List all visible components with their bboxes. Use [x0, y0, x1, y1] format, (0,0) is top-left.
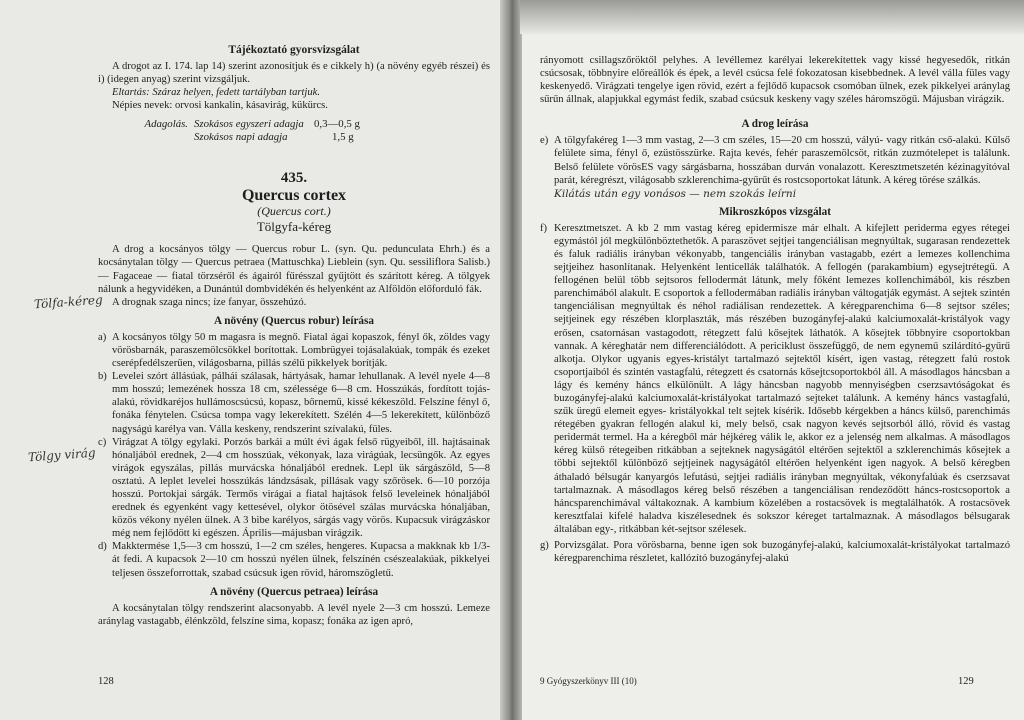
drug-description-heading: A drog leírása [741, 118, 809, 131]
monograph-number: 435. [280, 170, 308, 187]
plant-description-heading: A növény (Quercus robur) leírása [214, 314, 374, 327]
monograph-hungarian-name: Tölgyfa-kéreg [256, 219, 332, 235]
description-item-a: a) A kocsányos tölgy 50 m magasra is megnő. Fiatal ágai kopaszok, fényl ők, zöldes vagy vörösbarnák, paraszemölcsökkel borítottak. Lombrügyei tojásalakúak, tompák és ezeket cserépfedélszerűen, világosbarna, pillás szélű pikkelyek borítják. [98, 331, 490, 370]
continued-paragraph: rányomott csillagszőröktől pelyhes. A levéllemez karélyai lekerekítettek vagy kissé hegyesedők, ritkán csúcsosak, többnyire előreállók és épek, a levél csúcsa felé fokozatosan kisebbednek. A levél válla füles vagy keskenyedő. Virágzati tengelye igen rövid, ezért a fejlődő kupacsok csomóban ülnek, ezek pikkelyei aránylag sűrűn állnak, alapjukkal egymást fedik, szabad csúcsuk keskeny vagy széles háromszögű. Májusban virágzik. [540, 55, 1010, 106]
page-number-right: 129 [958, 676, 974, 687]
page-number-left: 128 [98, 676, 114, 687]
monograph-abbrev: (Quercus cort.) [257, 204, 331, 219]
book-gutter [500, 0, 522, 720]
dose-value: 0,3—0,5 g [314, 118, 360, 131]
handwritten-annotation: Kilátás után egy vonásos — nem szokás leírni [554, 187, 797, 200]
left-page [0, 0, 508, 720]
petraea-description-heading: A növény (Quercus petraea) leírása [209, 585, 379, 598]
definition-paragraph: A drog a kocsányos tölgy — Quercus robur L. (syn. Qu. pedunculata Ehrh.) és a kocsánytalan tölgy — Quercus petraea (Mattuschka) Lieblein (syn. Qu. sessiliflora Salisb.) — Fagaceae — fiatal törzséről és ágairól fűrésszal gyűjtött és szárított kéreg. A tölgyek nálunk a hegyvidéken, a Dunántúl dombvidékén és helyenként az Alföldön előforduló fák. [98, 244, 490, 295]
description-item-b: b) Levelei szórt állásúak, pálhái szálasak, hártyásak, hamar lehullanak. A levél nyele 4—8 mm hosszú; lemezének hossza 18 cm, szélessége 6—8 cm. Hosszúkás, fordított tojás-alakú, rövidkaréjos hullámoscsúcsú, kopasz, bőrnemű, kissé kékeszöld. Felszíne fényl ő, fonáka fénytelen. Csúcsa tompa vagy lekerekített. Szélén 4—5 lekerekített, különböző nagyságú karélya van. Válla keskeny, rendszerint szívalakú, füles. [98, 371, 490, 435]
microscopy-heading: Mikroszkópos vizsgálat [719, 205, 831, 218]
intro-paragraph: A drogot az I. 174. lap 14) szerint azonosítjuk és e cikkely h) (a növény egyéb részei) és i) (idegen anyag) szerint vizsgáljuk. [98, 61, 490, 86]
section-title-quick-test: Tájékoztató gyorsvizsgálat [228, 44, 360, 56]
folk-names-line: Népies nevek: orvosi kankalin, kásavirág, kükürcs. [112, 100, 328, 112]
description-item-e: e) A tölgyfakéreg 1—3 mm vastag, 2—3 cm széles, 15—20 cm hosszú, vályú- vagy ritkán cső-alakú. Külső felülete sima, fényl ő, ezüstösszürke. Rajta kevés, fehér paraszemölcsöt, ritkán zuzmótelepet is találunk. Belső felülete vörösES vagy sárgásbarna, hosszában durván vonalazott. Keresztmetszetén kézinagyítóval parát, kéregrészt, világosabb szklerenchima-gyűrűt és rostcsoportokat látunk. A kéreg törése szálkás. [540, 135, 1010, 186]
monograph-title: Quercus cortex [241, 187, 347, 205]
dosage-label: Adagolás. [144, 118, 188, 131]
right-page [508, 0, 1024, 720]
description-item-g: g) Porvizsgálat. Pora vörösbarna, benne igen sok buzogányfej-alakú, kalciumoxalát-kristályokat tartalmazó kéregparenchima részletet, kallózító buzogányfej-alakú [540, 540, 1010, 565]
handwritten-margin-note-bark: Tölfa-kéreg [33, 292, 104, 312]
dosage-block [98, 118, 490, 144]
description-item-c: c) Virágzat A tölgy egylaki. Porzós barkái a múlt évi ágak felső rügyeiből, ill. hajtásainak hónaljából erednek, 2—4 cm hosszúak, vékonyak, laza virágúak, lecsüngők. Az egyes virágok egyszálas, pillás murvácska hónaljából erednek. Lepl ük sárgászöld, 5—8 osztatú. A leplet levelei hosszúkás lándzsásak, pillásak vagy szőrösek. 6—10 porzója hosszú. Portokjai sárgák. Termős virágai a fiatal hajtások felső leveleinek hónaljából erednek és egyenként vagy kettesével, olykor ötösével szálas murvácska hónaljában, közös vékony nyélen ülnek. A 3 bibe karélyos, sárgás vagy vörös. Kupacsuk virágzáskor még nem fejlődött ki egészen. Április—májusban virágzik. [98, 436, 490, 540]
dose-value: 1,5 g [332, 131, 354, 144]
odor-taste-paragraph: A drognak szaga nincs; íze fanyar, összehúzó. [112, 296, 307, 308]
page-shadow-strip [520, 0, 1024, 34]
dose-name: Szokásos napi adagja [194, 131, 288, 144]
dosage-row-daily [194, 131, 360, 144]
description-item-d: d) Makktermése 1,5—3 cm hosszú, 1—2 cm széles, hengeres. Kupacsa a makknak kb 1/3-át fedi. A kupacsok 2—10 cm hosszú nyélen ülnek, felszínén csészealakúak, pikkelyei teljesen összeforrottak, szabad csúcsuk igen rövid, háromszögletű. [98, 541, 490, 579]
dosage-row-single [194, 118, 360, 131]
description-item-f: f) Keresztmetszet. A kb 2 mm vastag kéreg epidermisze már elhalt. A kifejlett periderma egyes rétegei egymástól jól megkülönböztethetők. A paraszövet sejtjei tangenciálisan megnyúltak, sugarasan rendezettek és faluk radiális irányban vékonyabb, tangenciális irányban vastagabb, ezért a lemezes kollenchima sejtjeihez hasonlítanak. Helyenként lenticellák találhatók. A fellogén (parakambium) egysejtrétegű. A fellogénen belül több sejtsoros fellodermát látunk, mely főként lemezes kollenchimából, kis részben parenchimából alakult. E csoportok a fellodermában radiális irányban váltogatják egymást. A sejtek szintén tangenciálisan megnyúltak és néhol radiálisan rendezettek. A kéregparenchima 6—8 sejtsor széles; sejtjeinek egy részében klorplaszták, más részében buzogányfej-alakú kalciumoxalát-kristályok vagy erősen, csatornásan vastagodott, rétegzett falú kősejtek láthatók. A kősejtek többnyire csoportokban vannak. A kéreghatár nem differenciálódott. A periciklust összefüggő, de nem egynemű szilárdító-gyűrű alkotja. Olykor ugyanis egyes-kristályt tartalmazó sejtektől kísért, igen vastag, rétegzett falú rostok csoportjaiból és szintén vastagfalú, rétegzett és csatornás kősejtcsoportokból áll. A másodlagos háncsban a lágy és kemény háncs elkülönült. A lágy háncsban nagyobb mennyiségben cserzsavtóságokat és buzogányfej-alakú kalciumoxalát-kristályokat tartalmazó sejteket találunk. A kemény háncs vastagfalú, szűk üregű elemeit egyes- kristályokkal telt sejtek kísérik. Idősebb kérgekben a háncs külső, parenchimás rétegében gyakran fellogén alakul ki, mely belső, csak nagyon kevés sejtsorból álló, rövid és vastag peridermát termel. Ha a kéregből már héjkéreg válik le, akkor ez a jelenség nem alkalmas. A másodlagos kéreg külső rétegeiben ritkábban a sejteknek nagyságától eltérően sejtektől a szklerenchimás kősejtek a többi sejtektől különböző sejtjeinek nagyságától eltérően helyenként igen nagyok. A belső kéregben áthaladó bélsugár kanyargós lefutású, sejtjei radiális irányban megnyúltak, vékonyfalúak és cserzsavat tartalmaznak. A másodlagos kéreg belső részében a tangenciálisan rendeződött háncs-rostcsoportok a háncsparenchimával váltakoznak. A kambium közelében a rostacsövek is megtalálhatók. A rostacsövek keresztfalai kifelé haladva kiszélesednek és sokszor kéreget tartalmaznak. A másodlagos bélsugarak általában egy-, ritkábban két-sejtsor szélesek. [540, 222, 1010, 535]
dose-name: Szokásos egyszeri adagja [194, 118, 304, 131]
signature-footer: 9 Gyógyszerkönyv III (10) [540, 676, 637, 686]
storage-line: Eltartás: Száraz helyen, fedett tartályban tartjuk. [112, 87, 321, 99]
dosage-rows [194, 118, 360, 144]
handwritten-margin-note-flower: Tölgy virág [27, 445, 97, 465]
petraea-paragraph: A kocsánytalan tölgy rendszerint alacsonyabb. A levél nyele 2—3 cm hosszú. Lemeze aránylag vastagabb, élénkzöld, felszíne sima, kopasz; fonáka az igen apró, [98, 602, 490, 627]
